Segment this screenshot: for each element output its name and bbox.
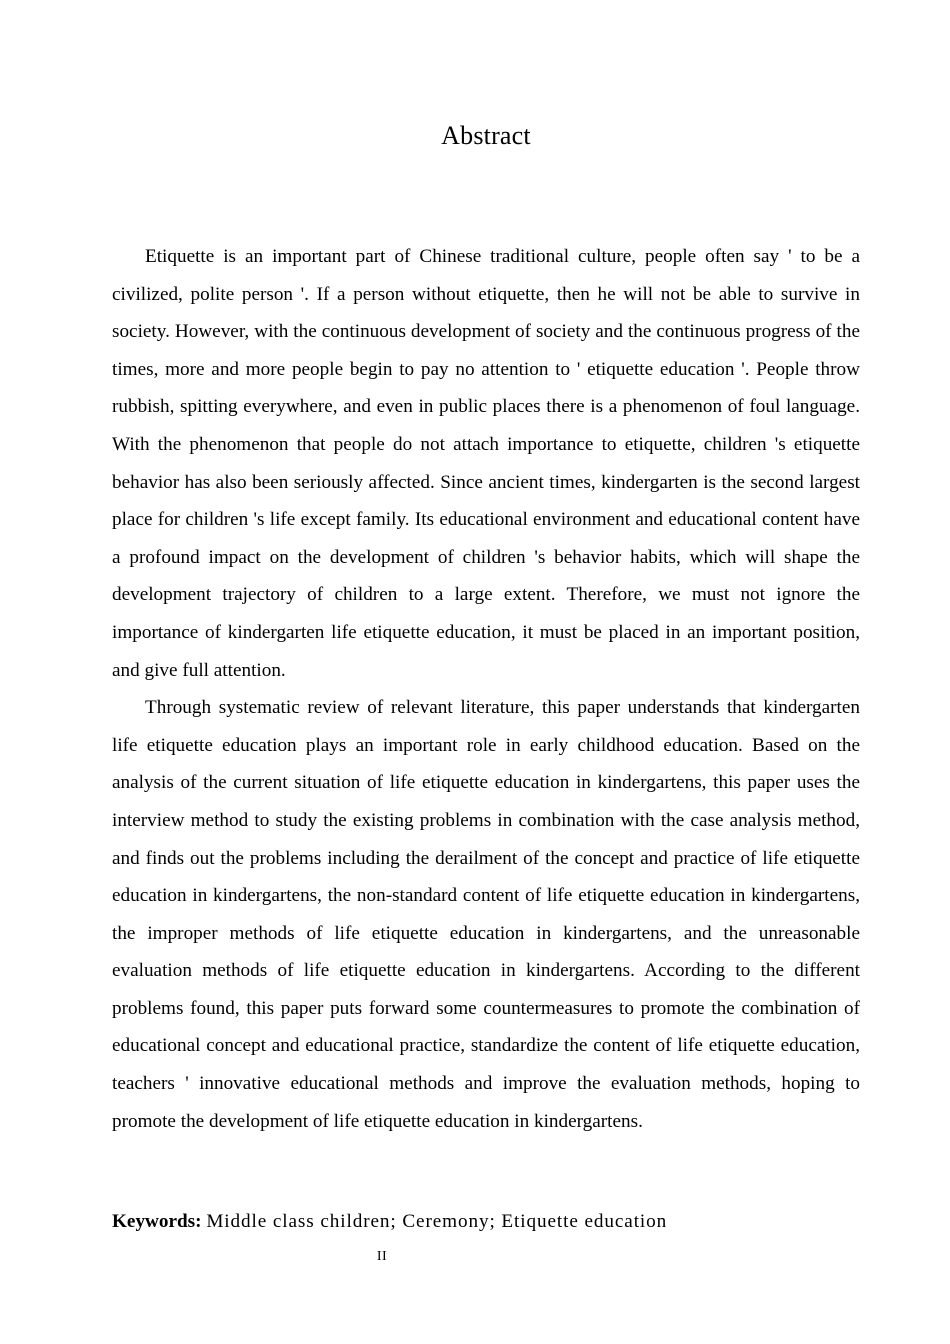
abstract-paragraph-1: Etiquette is an important part of Chinese traditional culture, people often say ' to be a civilized, polite person '. If a person without etiquette, then he will not be able to survive in society. However, with the continuous development of society and the continuous progress of the times, more and more people begin to pay no attention to ' etiquette education '. People throw rubbish, spitting everywhere, and even in public places there is a phenomenon of foul language. With the phenomenon that people do not attach importance to etiquette, children 's etiquette behavior has also been seriously affected. Since ancient times, kindergarten is the second largest place for children 's life except family. Its educational environment and educational content have a profound impact on the development of children 's behavior habits, which will shape the development trajectory of children to a large extent. Therefore, we must not ignore the importance of kindergarten life etiquette education, it must be placed in an important position, and give full attention.	[112, 246, 860, 681]
page-title: Abstract	[441, 121, 531, 150]
page-number: II	[376, 1249, 388, 1264]
keywords-line	[112, 1208, 860, 1236]
keywords-label: Keywords:	[112, 1211, 207, 1232]
abstract-body	[112, 238, 860, 1140]
keywords-values: Middle class children; Ceremony; Etiquette education	[206, 1211, 668, 1232]
abstract-paragraph-2: Through systematic review of relevant literature, this paper understands that kindergarten life etiquette education plays an important role in early childhood education. Based on the analysis of the current situation of life etiquette education in kindergartens, this paper uses the interview method to study the existing problems in combination with the case analysis method, and finds out the problems including the derailment of the concept and practice of life etiquette education in kindergartens, the non-standard content of life etiquette education in kindergartens, the improper methods of life etiquette education in kindergartens, and the unreasonable evaluation methods of life etiquette education in kindergartens. According to the different problems found, this paper puts forward some countermeasures to promote the combination of educational concept and educational practice, standardize the content of life etiquette education, teachers ' innovative educational methods and improve the evaluation methods, hoping to promote the development of life etiquette education in kindergartens.	[112, 697, 860, 1132]
